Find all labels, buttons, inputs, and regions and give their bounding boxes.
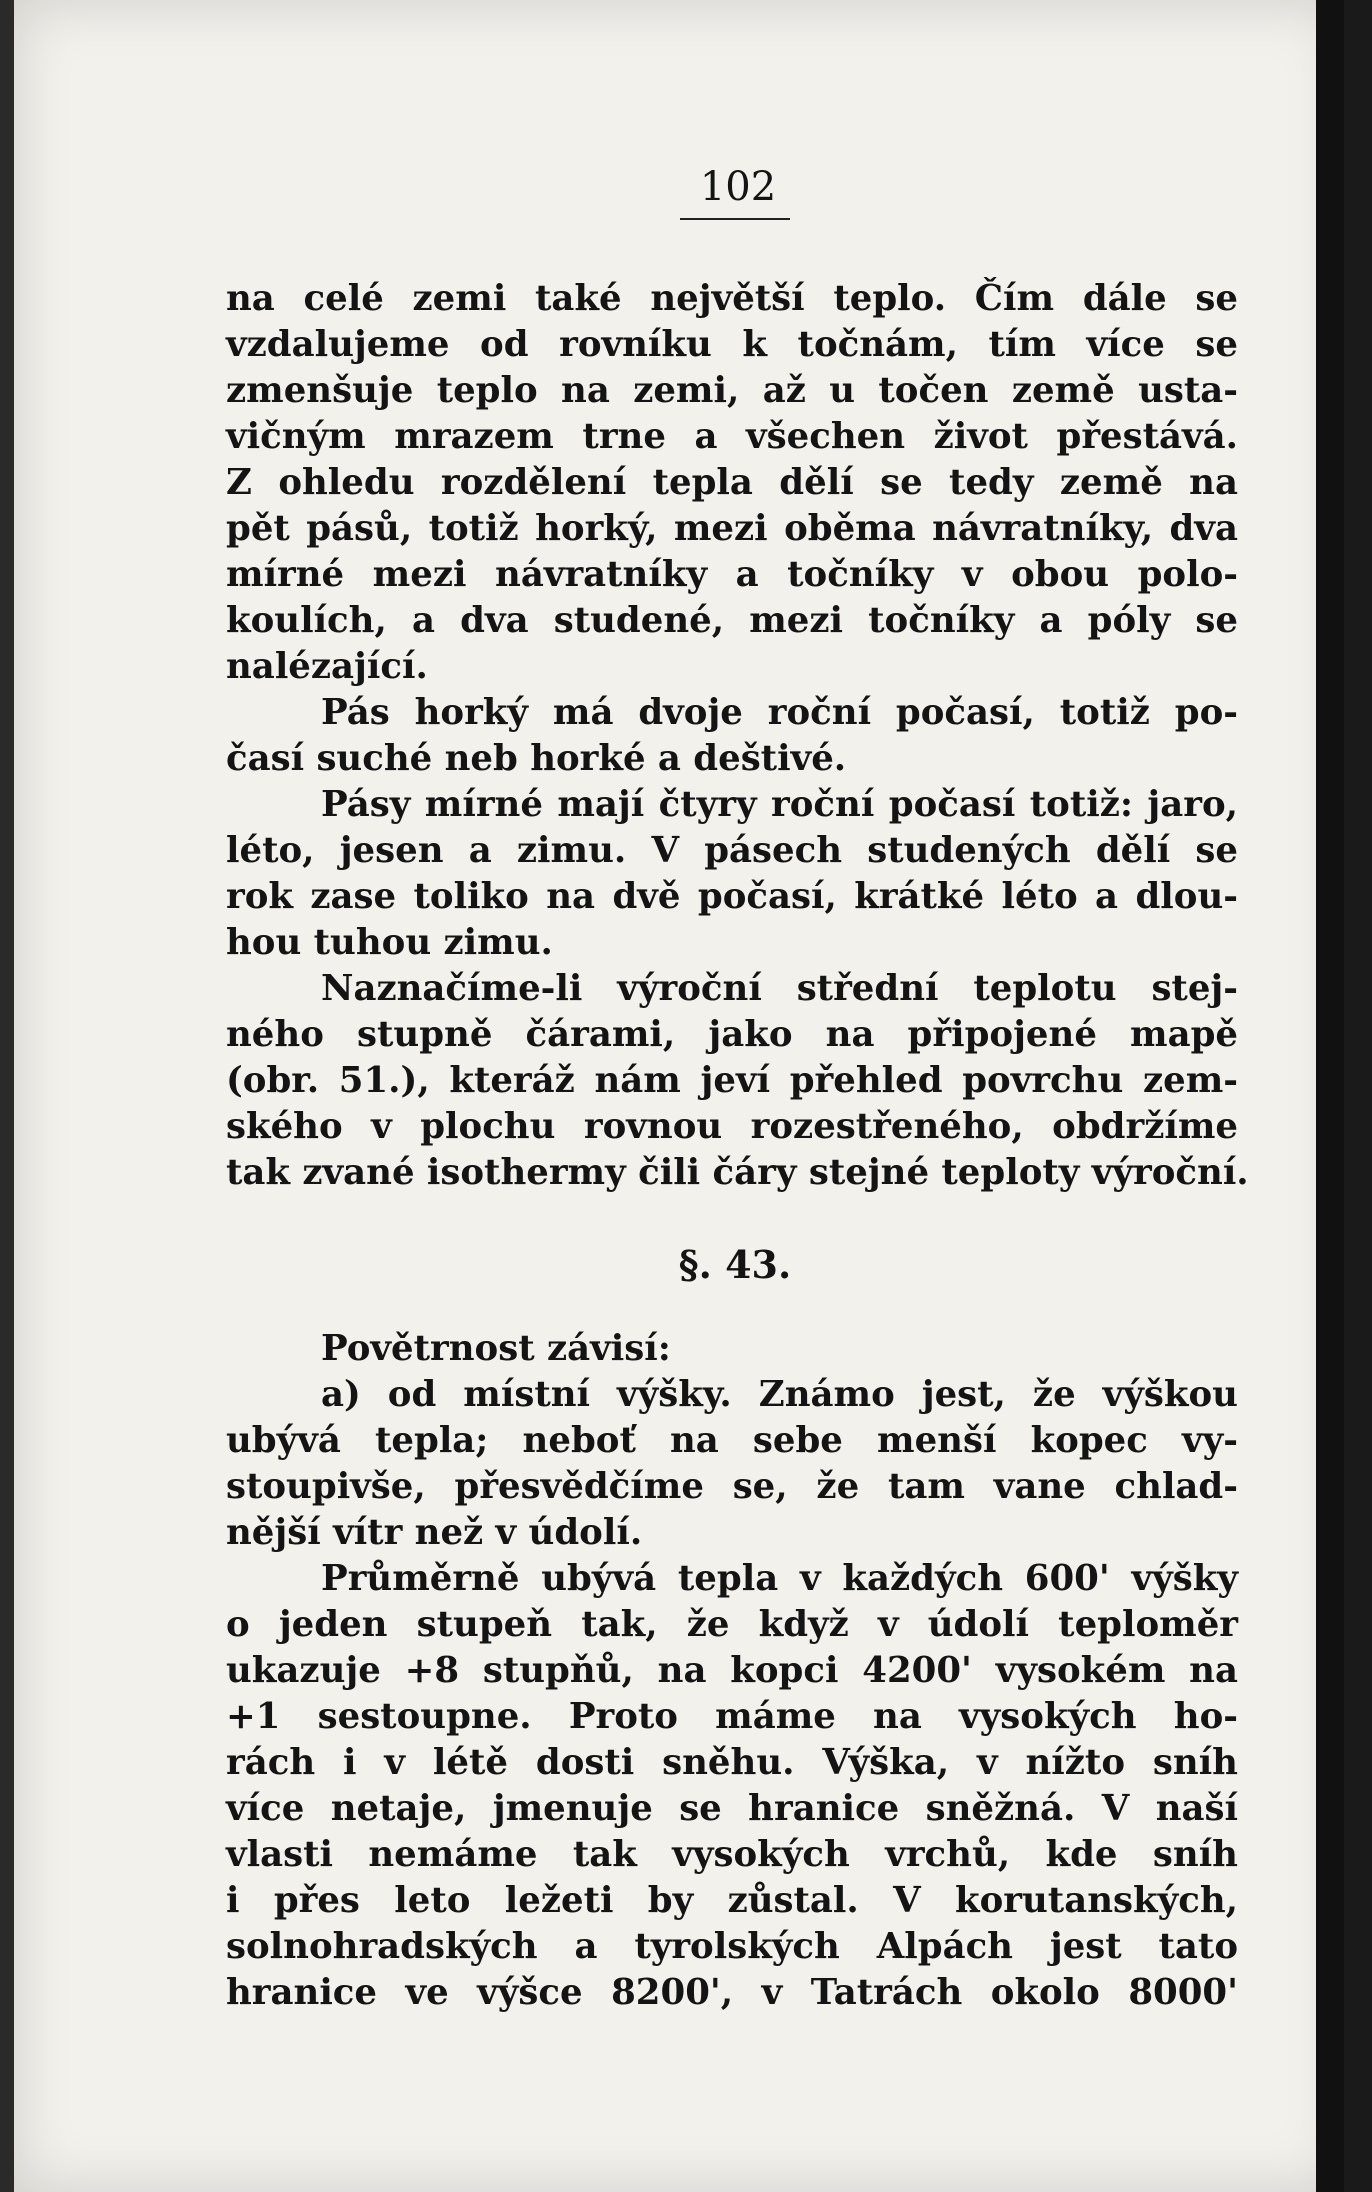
text-line: hou tuhou zimu. — [226, 922, 553, 963]
text-block-lower — [226, 1326, 1238, 2016]
text-line: ského v plochu rovnou rozestřeného, obdržíme — [226, 1106, 1238, 1147]
text-line: a) od místní výšky. Známo jest, že výškou — [321, 1374, 1238, 1415]
text-line: nalézající. — [226, 646, 428, 687]
text-line: Pásy mírné mají čtyry roční počasí totiž: jaro, — [321, 784, 1238, 825]
text-line: o jeden stupeň tak, že když v údolí teploměr — [226, 1604, 1238, 1645]
text-line: koulích, a dva studené, mezi točníky a póly se — [226, 600, 1238, 641]
text-line: na celé zemi také největší teplo. Čím dále se — [226, 278, 1238, 319]
text-line: vzdalujeme od rovníku k točnám, tím více se — [226, 324, 1238, 365]
text-line: Průměrně ubývá tepla v každých 600' výšky — [321, 1558, 1238, 1599]
section-heading: §. 43. — [678, 1242, 792, 1287]
page-number: 102 — [699, 164, 777, 210]
text-line: +1 sestoupne. Proto máme na vysokých ho- — [226, 1696, 1238, 1737]
text-line: zmenšuje teplo na zemi, až u točen země usta- — [226, 370, 1238, 411]
text-line: nější vítr než v údolí. — [226, 1512, 643, 1553]
text-line: Pás horký má dvoje roční počasí, totiž po- — [321, 692, 1238, 733]
text-line: solnohradských a tyrolských Alpách jest tato — [226, 1926, 1238, 1967]
text-line: Povětrnost závisí: — [321, 1328, 671, 1369]
text-line: Z ohledu rozdělení tepla dělí se tedy země na — [226, 462, 1238, 503]
text-line: stoupivše, přesvědčíme se, že tam vane chlad- — [226, 1466, 1238, 1507]
text-line: Naznačíme-li výroční střední teplotu stej- — [321, 968, 1238, 1009]
text-block-upper — [226, 276, 1249, 1196]
text-line: vlasti nemáme tak vysokých vrchů, kde sníh — [226, 1834, 1238, 1875]
text-line: mírné mezi návratníky a točníky v obou polo- — [226, 554, 1238, 595]
text-line: ného stupně čárami, jako na připojené mapě — [226, 1014, 1238, 1055]
text-line: ukazuje +8 stupňů, na kopci 4200' vysokém na — [226, 1650, 1238, 1691]
text-line: i přes leto ležeti by zůstal. V korutanských, — [226, 1880, 1238, 1921]
text-line: časí suché neb horké a deštivé. — [226, 738, 847, 779]
page-right-edge — [1316, 0, 1344, 2192]
text-line: tak zvané isothermy čili čáry stejné teploty výroční. — [226, 1152, 1249, 1193]
text-line: rách i v létě dosti sněhu. Výška, v nížto sníh — [226, 1742, 1238, 1783]
text-line: léto, jesen a zimu. V pásech studených dělí se — [226, 830, 1238, 871]
text-line: vičným mrazem trne a všechen život přestává. — [226, 416, 1238, 457]
text-line: více netaje, jmenuje se hranice sněžná. V naší — [226, 1788, 1238, 1829]
text-line: rok zase toliko na dvě počasí, krátké léto a dlou- — [226, 876, 1238, 917]
text-line: pět pásů, totiž horký, mezi oběma návratníky, dva — [226, 508, 1238, 549]
page-number-rule — [680, 218, 790, 220]
text-line: hranice ve výšce 8200', v Tatrách okolo 8000' — [226, 1972, 1238, 2013]
text-line: ubývá tepla; neboť na sebe menší kopec vy- — [226, 1420, 1238, 1461]
page-left-edge — [0, 0, 14, 2192]
text-line: (obr. 51.), kteráž nám jeví přehled povrchu zem- — [226, 1060, 1238, 1101]
